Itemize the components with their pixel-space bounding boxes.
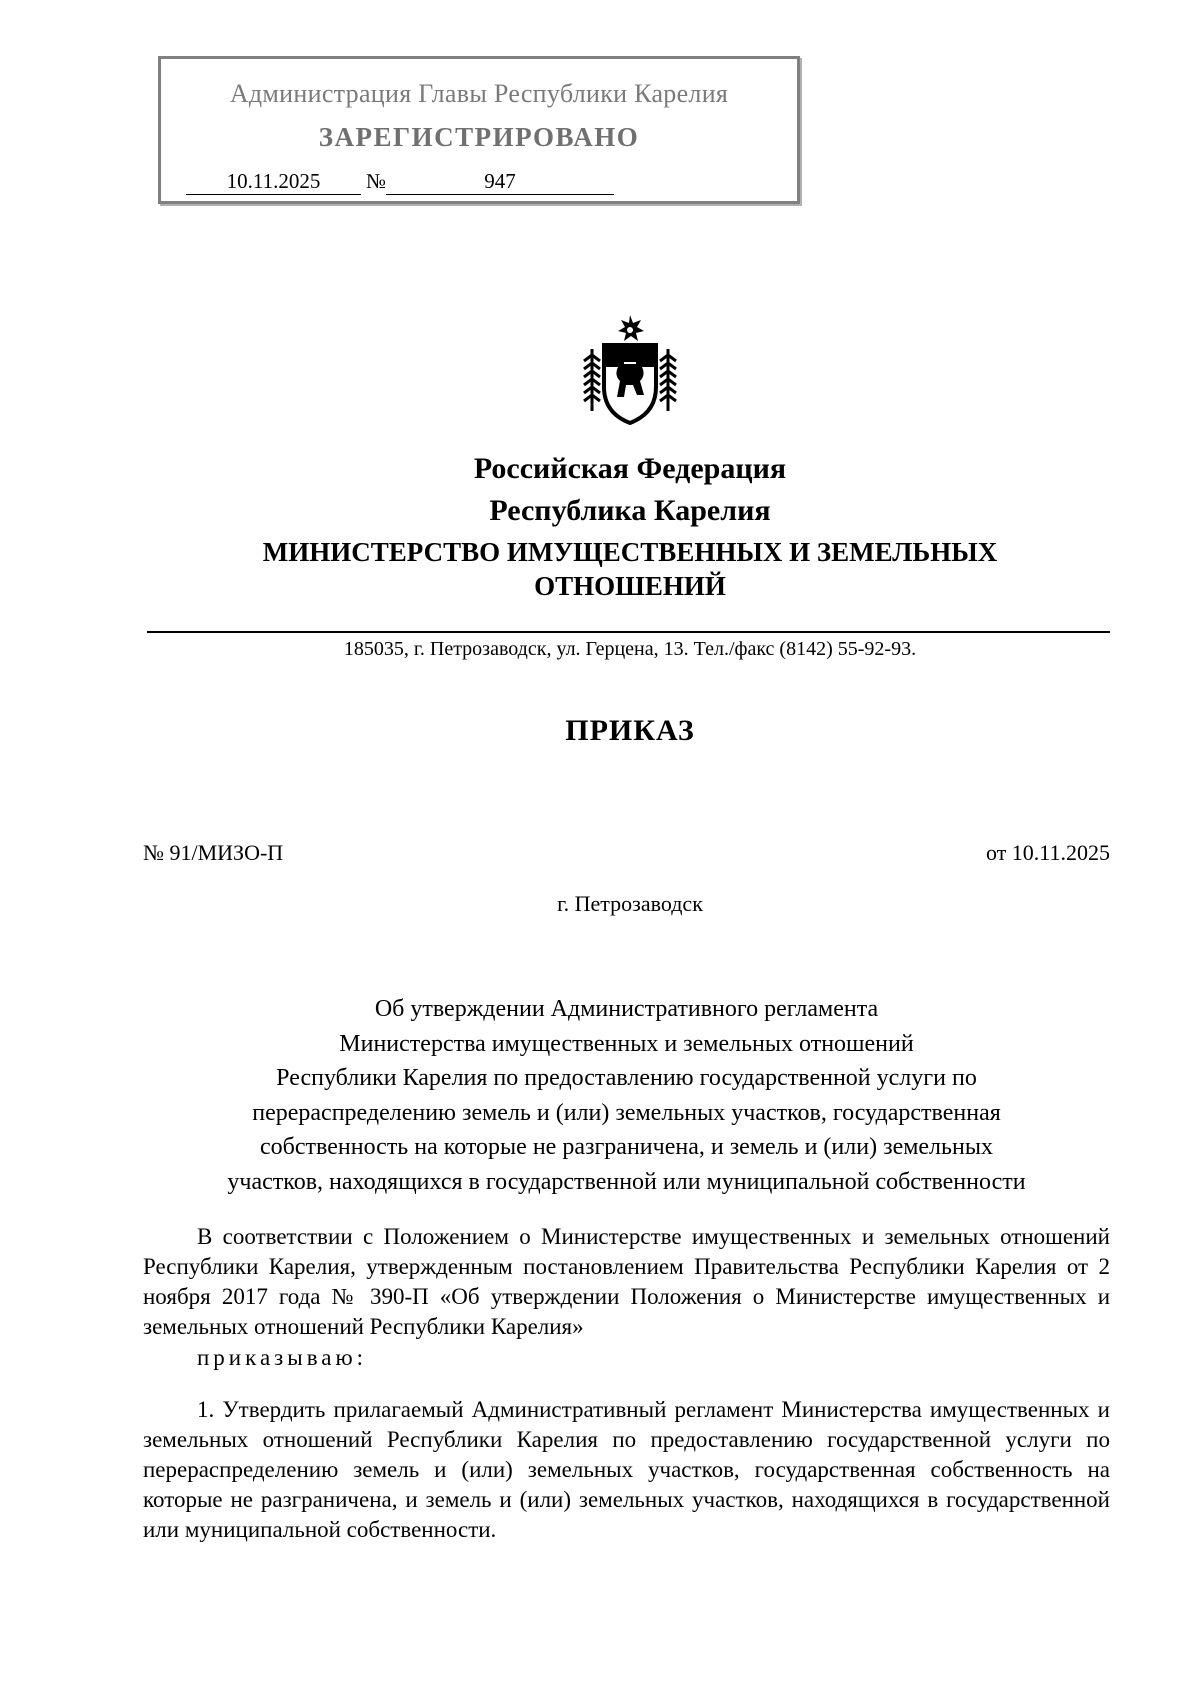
order-word: приказываю: — [197, 1345, 368, 1370]
header-ministry-line1: МИНИСТЕРСТВО ИМУЩЕСТВЕННЫХ И ЗЕМЕЛЬНЫХ — [262, 537, 998, 567]
subject-line: собственность на которые не разграничена, и земель и (или) земельных — [260, 1134, 993, 1160]
stamp-date: 10.11.2025 — [186, 169, 361, 195]
stamp-number: 947 — [386, 169, 614, 195]
header-divider — [147, 631, 1110, 633]
subject-line: перераспределению земель и (или) земельных участков, государственная — [252, 1099, 1001, 1126]
stamp-status: ЗАРЕГИСТРИРОВАНО — [318, 122, 640, 152]
order-item-1: 1. Утвердить прилагаемый Административный регламент Министерства имущественных и земельных отношений Республики Карелия по предоставлению государственной услуги по перераспределению земель и (или) земельных участков, государственная собственность на которые не разграничена, и земель и (или) земельных участков, находящихся в государственной или муниципальной собственности. — [143, 1397, 1110, 1542]
stamp-number-sign: № — [366, 169, 387, 193]
document-city: г. Петрозаводск — [557, 891, 703, 916]
header-country: Российская Федерация — [473, 452, 787, 485]
karelia-coat-of-arms-icon — [580, 315, 680, 427]
subject-line: участков, находящихся в государственной или муниципальной собственности — [227, 1168, 1026, 1195]
header-ministry-line2: ОТНОШЕНИЙ — [534, 571, 726, 601]
subject-line: Министерства имущественных и земельных отношений — [339, 1030, 914, 1057]
registration-stamp — [158, 56, 800, 204]
document-number: № 91/МИЗО-П — [143, 840, 284, 865]
preamble-paragraph: В соответствии с Положением о Министерстве имущественных и земельных отношений Республики Карелия, утвержденным постановлением Правительства Республики Карелия от 2 ноября 2017 года № 390-П «Об утверждении Положения о Министерстве имущественных и земельных отношений Республики Карелия» — [143, 1224, 1110, 1339]
subject-line: Республики Карелия по предоставлению государственной услуги по — [276, 1065, 977, 1091]
stamp-organization: Администрация Главы Республики Карелия — [229, 79, 729, 108]
subject-line: Об утверждении Административного регламента — [374, 996, 879, 1022]
document-title: ПРИКАЗ — [565, 714, 695, 747]
document-date: от 10.11.2025 — [985, 840, 1110, 865]
header-address: 185035, г. Петрозаводск, ул. Герцена, 13. Тел./факс (8142) 55-92-93. — [343, 638, 917, 660]
header-republic: Республика Карелия — [489, 494, 771, 527]
document-subject — [143, 992, 1110, 1199]
star-icon — [618, 315, 644, 341]
